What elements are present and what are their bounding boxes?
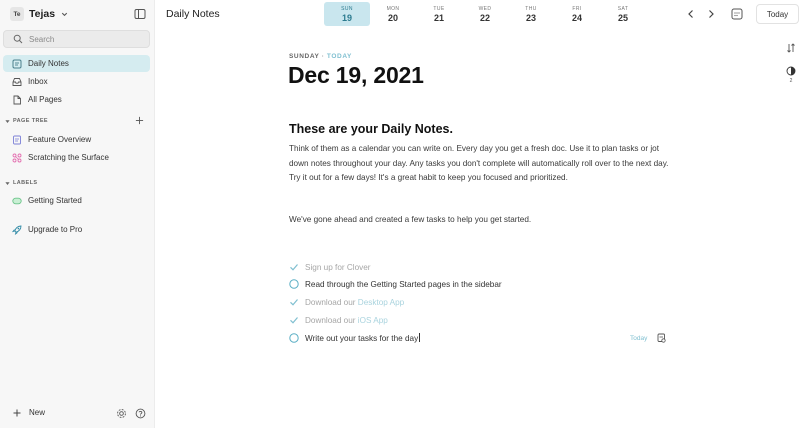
day-name: SUN bbox=[341, 5, 353, 12]
sidebar-item-all-pages[interactable] bbox=[3, 91, 150, 108]
calendar-icon bbox=[12, 59, 22, 69]
day-tue[interactable] bbox=[416, 2, 462, 26]
day-thu[interactable] bbox=[508, 2, 554, 26]
nodes-icon bbox=[12, 153, 22, 163]
day-date: 20 bbox=[387, 12, 398, 23]
chevron-left-icon[interactable] bbox=[686, 9, 696, 19]
pages-icon bbox=[12, 95, 22, 105]
checkmark-icon[interactable] bbox=[289, 297, 299, 307]
today-button[interactable]: Today bbox=[756, 4, 799, 24]
new-label: New bbox=[29, 408, 46, 417]
task-text-prefix: Download our bbox=[305, 297, 358, 307]
day-date: 25 bbox=[617, 12, 628, 23]
sidebar-item-feature-overview[interactable] bbox=[3, 131, 150, 148]
settings-gear-icon[interactable] bbox=[116, 408, 127, 419]
task-item[interactable] bbox=[289, 295, 679, 309]
moon-count: 2 bbox=[789, 78, 793, 84]
task-text: Sign up for Clover bbox=[305, 262, 371, 272]
sort-icon[interactable] bbox=[786, 43, 796, 53]
checkmark-icon[interactable] bbox=[289, 262, 299, 272]
day-sat[interactable] bbox=[600, 2, 646, 26]
date-separator: · bbox=[321, 53, 325, 60]
search-icon bbox=[13, 34, 23, 44]
task-item[interactable] bbox=[289, 331, 679, 345]
day-name: SAT bbox=[617, 5, 629, 12]
day-name: FRI bbox=[572, 5, 582, 12]
task-text: Read through the Getting Started pages in the sidebar bbox=[305, 279, 502, 289]
workspace-name: Tejas bbox=[29, 8, 56, 20]
day-mon[interactable] bbox=[370, 2, 416, 26]
search-placeholder: Search bbox=[29, 34, 55, 44]
task-item[interactable] bbox=[289, 313, 679, 327]
day-sun[interactable] bbox=[324, 2, 370, 26]
workspace-avatar: Te bbox=[10, 7, 24, 21]
moon-icon bbox=[786, 66, 796, 76]
page-tree-heading[interactable] bbox=[5, 118, 48, 124]
task-text bbox=[305, 298, 404, 307]
task-text-prefix: Download our bbox=[305, 315, 358, 325]
checkmark-icon[interactable] bbox=[289, 315, 299, 325]
task-text bbox=[305, 333, 420, 343]
day-name: THU bbox=[525, 5, 537, 12]
inbox-icon bbox=[12, 77, 22, 87]
schedule-icon[interactable] bbox=[657, 333, 666, 343]
intro-paragraph-2[interactable]: We've gone ahead and created a few tasks to help you get started. bbox=[289, 215, 532, 224]
page-tree-label: PAGE TREE bbox=[13, 118, 48, 124]
day-name: TUE bbox=[433, 5, 445, 12]
today-tag: TODAY bbox=[326, 53, 352, 60]
task-item[interactable] bbox=[289, 277, 679, 291]
labels-heading[interactable] bbox=[5, 180, 37, 186]
day-wed[interactable] bbox=[462, 2, 508, 26]
sidebar-item-getting-started[interactable] bbox=[3, 192, 150, 209]
sidebar-item-label: Upgrade to Pro bbox=[28, 225, 83, 234]
moon-phase-widget[interactable] bbox=[785, 66, 797, 84]
labels-heading-label: LABELS bbox=[13, 180, 38, 186]
day-date: 24 bbox=[571, 12, 582, 23]
day-fri[interactable] bbox=[554, 2, 600, 26]
checkbox-icon[interactable] bbox=[289, 279, 299, 289]
caret-down-icon bbox=[5, 119, 10, 124]
workspace-switcher[interactable] bbox=[10, 6, 69, 22]
rocket-icon bbox=[12, 225, 22, 235]
sidebar-toggle-icon[interactable] bbox=[134, 8, 146, 20]
day-name: MON bbox=[386, 5, 400, 12]
text-cursor bbox=[419, 333, 420, 342]
page-icon bbox=[12, 135, 22, 145]
help-icon[interactable] bbox=[135, 408, 146, 419]
sidebar-item-label: All Pages bbox=[28, 95, 62, 104]
date-label bbox=[289, 53, 352, 60]
sidebar-item-daily-notes[interactable] bbox=[3, 55, 150, 72]
day-name: WED bbox=[478, 5, 492, 12]
sidebar-item-scratching-the-surface[interactable] bbox=[3, 149, 150, 166]
sidebar-item-inbox[interactable] bbox=[3, 73, 150, 90]
day-date: 21 bbox=[433, 12, 444, 23]
weekday-label: SUNDAY bbox=[289, 53, 320, 60]
caret-down-icon bbox=[5, 181, 10, 186]
task-item[interactable] bbox=[289, 260, 679, 274]
task-text-value: Write out your tasks for the day bbox=[305, 334, 419, 343]
page-title[interactable]: Dec 19, 2021 bbox=[288, 62, 424, 88]
day-date: 22 bbox=[479, 12, 490, 23]
search-input[interactable] bbox=[3, 30, 150, 48]
due-date-badge[interactable]: Today bbox=[630, 334, 648, 342]
page-heading: Daily Notes bbox=[166, 8, 220, 20]
checkbox-icon[interactable] bbox=[289, 333, 299, 343]
sidebar-item-label: Getting Started bbox=[28, 196, 82, 205]
chevron-down-icon bbox=[60, 10, 69, 19]
ios-app-link[interactable]: iOS App bbox=[357, 315, 388, 325]
intro-paragraph[interactable]: Think of them as a calendar you can write on. Every day you get a fresh doc. Use it to plan tasks or jot down notes throughout your day. Any tasks you don't complete will automatically roll over to the next day. Try it out for a few days! It's a great habit to keep you focused and prioritized. bbox=[289, 144, 669, 183]
plus-icon bbox=[13, 409, 21, 417]
upgrade-to-pro-link[interactable] bbox=[3, 221, 150, 238]
sidebar bbox=[0, 0, 155, 428]
calendar-picker-icon[interactable] bbox=[731, 8, 743, 20]
new-page-button[interactable] bbox=[13, 408, 45, 417]
sidebar-item-label: Inbox bbox=[28, 77, 48, 86]
task-text bbox=[305, 316, 388, 325]
section-heading[interactable]: These are your Daily Notes. bbox=[289, 122, 453, 136]
chevron-right-icon[interactable] bbox=[706, 9, 716, 19]
day-date: 23 bbox=[525, 12, 536, 23]
sidebar-item-label: Scratching the Surface bbox=[28, 153, 109, 162]
add-page-icon[interactable] bbox=[135, 116, 144, 125]
sidebar-item-label: Feature Overview bbox=[28, 135, 92, 144]
sidebar-item-label: Daily Notes bbox=[28, 59, 69, 68]
day-date: 19 bbox=[341, 12, 352, 23]
week-strip bbox=[324, 2, 646, 26]
desktop-app-link[interactable]: Desktop App bbox=[357, 297, 405, 307]
label-tag-icon bbox=[12, 196, 22, 206]
